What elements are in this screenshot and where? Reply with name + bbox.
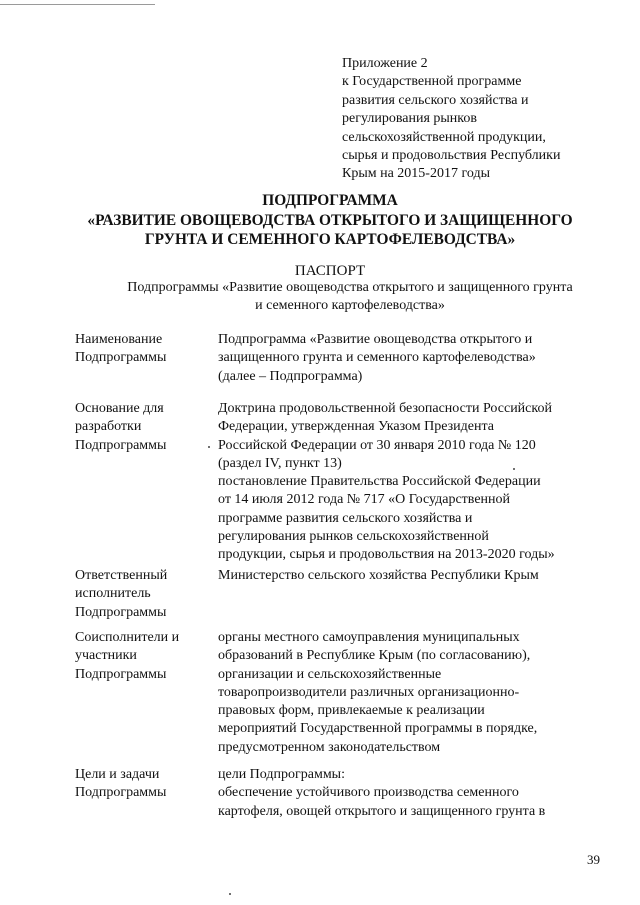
row-value-line: цели Подпрограммы: [218,767,345,782]
passport-title: ПАСПОРТ [294,263,366,279]
row-value-line: обеспечение устойчивого производства семенного [218,785,519,801]
row-label [75,629,210,684]
appendix-line: к Государственной программе [342,74,522,90]
row-value [218,567,618,585]
row-value [218,766,618,821]
row-label-line: разработки [75,419,142,435]
appendix-line: сельскохозяйственной продукции, [342,129,546,145]
row-label-line: Цели и задачи [75,767,160,782]
row-value-line: (далее – Подпрограмма) [218,368,363,384]
row-value-line: постановление Правительства Российской Федерации [218,474,541,490]
row-label-line: Наименование [75,332,163,347]
row-value-line: Доктрина продовольственной безопасности Российской [218,401,552,416]
subprogram-title-line: ПОДПРОГРАММА [262,192,398,209]
row-value-line: защищенного грунта и семенного картофелеводства» [218,350,536,366]
row-value-line: Российской Федерации от 30 января 2010 года № 120 [218,437,536,453]
row-label [75,331,210,368]
appendix-note [342,55,632,184]
scan-speck [208,446,210,448]
row-value-line: Министерство сельского хозяйства Республики Крым [218,568,539,583]
row-label [75,766,210,803]
row-label-line: Подпрограммы [75,785,167,801]
row-value-line: (раздел IV, пункт 13) [218,455,342,471]
row-value-line: картофеля, овощей открытого и защищенного грунта в [218,803,546,819]
row-label-line: Подпрограммы [75,350,167,366]
row-value-line: правовых форм, привлекаемые к реализации [218,703,485,719]
passport-subtitle-line: и семенного картофелеводства» [255,298,445,314]
subprogram-title-line: ГРУНТА И СЕМЕННОГО КАРТОФЕЛЕВОДСТВА» [144,231,516,248]
appendix-line: регулирования рынков [342,111,477,127]
row-label-line: исполнитель [75,586,151,602]
row-label [75,400,210,455]
scan-edge-line [0,4,155,5]
scan-speck [513,468,515,470]
scan-speck [229,893,231,895]
row-label-line: Подпрограммы [75,437,167,453]
row-value-line: Подпрограмма «Развитие овощеводства открытого и [218,332,533,347]
appendix-line: развития сельского хозяйства и [342,92,529,108]
row-value-line: товаропроизводители различных организационно- [218,684,520,700]
row-label-line: Подпрограммы [75,604,167,620]
row-value [218,629,618,757]
appendix-line: Крым на 2015-2017 годы [342,166,490,182]
row-value-line: программе развития сельского хозяйства и [218,510,473,526]
row-label-line: участники [75,648,137,664]
row-label-line: Основание для [75,401,164,416]
row-label [75,567,210,622]
row-value-line: предусмотренном законодательством [218,739,441,755]
page-number: 39 [587,852,600,867]
row-value [218,331,618,386]
row-label-line: Ответственный [75,568,168,583]
row-value-line: продукции, сырья и продовольствия на 2013-2020 годы» [218,547,555,563]
row-value-line: органы местного самоуправления муниципальных [218,630,520,645]
row-value-line: регулирования рынков сельскохозяйственной [218,529,489,545]
row-label-line: Подпрограммы [75,666,167,682]
row-value-line: от 14 июля 2012 года № 717 «О Государственной [218,492,511,508]
passport-subtitle-line: Подпрограммы «Развитие овощеводства открытого и защищенного грунта [127,280,573,295]
row-value-line: мероприятий Государственной программы в порядке, [218,721,538,737]
appendix-line: сырья и продовольствия Республики [342,148,561,164]
row-value-line: образований в Республике Крым (по согласованию), [218,648,531,664]
row-value-line: организации и сельскохозяйственные [218,666,442,682]
passport-subtitle [100,279,600,316]
row-label-line: Соисполнители и [75,630,180,645]
row-value [218,400,618,565]
subprogram-title-line: «РАЗВИТИЕ ОВОЩЕВОДСТВА ОТКРЫТОГО И ЗАЩИЩЕННОГО [87,211,573,229]
appendix-line: Приложение 2 [342,56,428,71]
subprogram-title [60,191,600,250]
row-value-line: Федерации, утвержденная Указом Президента [218,419,495,435]
